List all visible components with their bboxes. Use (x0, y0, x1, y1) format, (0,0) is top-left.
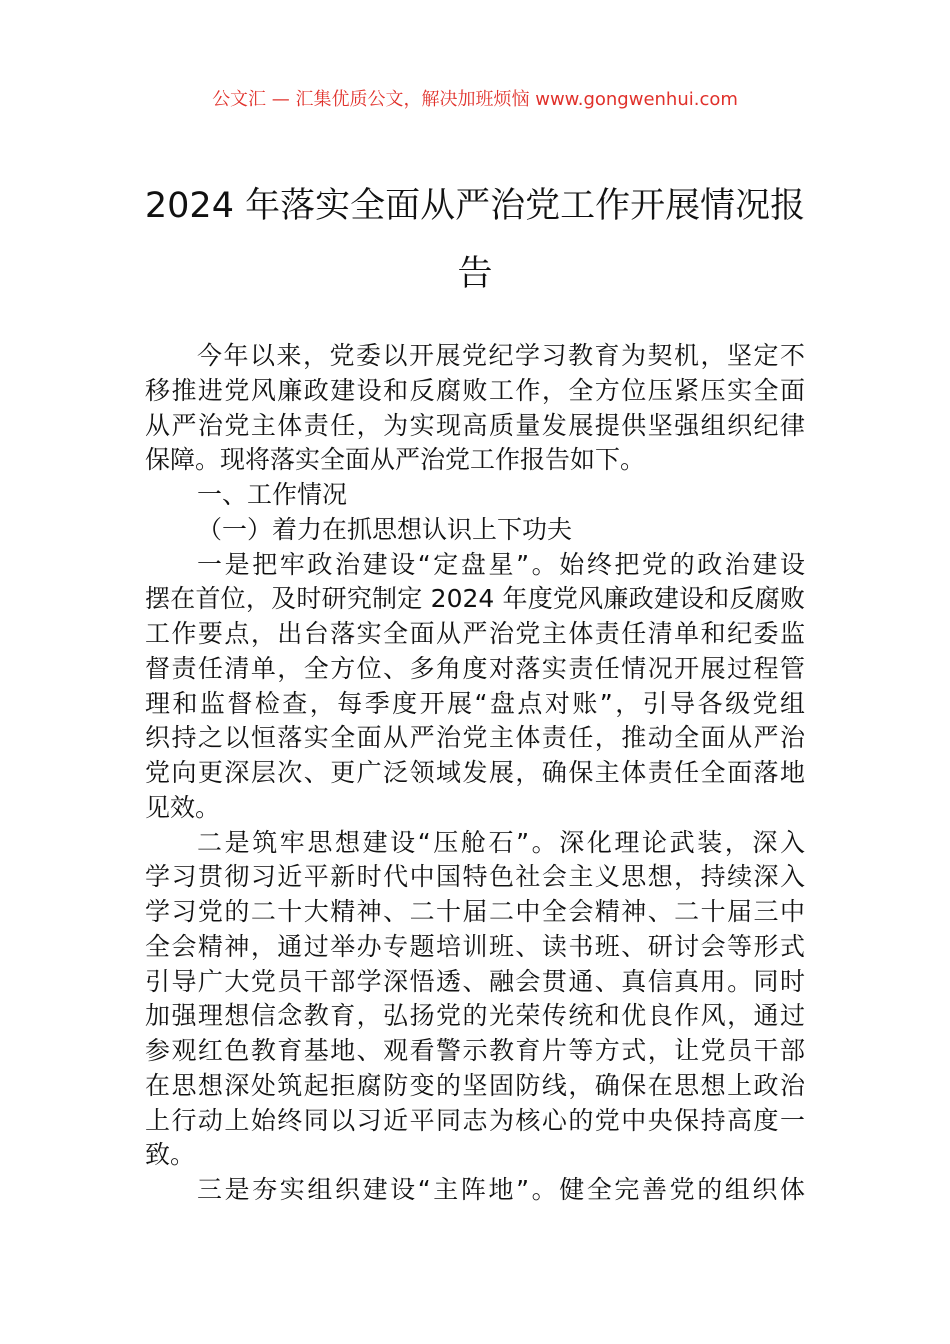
document-title-line-1: 2024 年落实全面从严治党工作开展情况报 (144, 186, 806, 226)
paragraph (145, 513, 805, 548)
paragraph-line: 参观红色教育基地、观看警示教育片等方式，让党员干部 (145, 1036, 805, 1065)
paragraph-line: 工作要点，出台落实全面从严治党主体责任清单和纪委监 (145, 619, 805, 648)
paragraph-line: 今年以来，党委以开展党纪学习教育为契机，坚定不 (197, 341, 805, 370)
paragraph (145, 478, 805, 513)
paragraph-line: 见效。 (145, 792, 221, 822)
paragraph-line: 督责任清单，全方位、多角度对落实责任情况开展过程管 (145, 653, 805, 683)
paragraph-line: 摆在首位，及时研究制定 2024 年度党风廉政建设和反腐败 (145, 584, 805, 614)
document-body (145, 339, 805, 1208)
paragraph-line: 移推进党风廉政建设和反腐败工作，全方位压紧压实全面 (145, 375, 805, 405)
paragraph-line: 一是把牢政治建设“定盘星”。始终把党的政治建设 (197, 549, 805, 579)
paragraph-line: 保障。现将落实全面从严治党工作报告如下。 (145, 445, 646, 475)
paragraph-line: 在思想深处筑起拒腐防变的坚固防线，确保在思想上政治 (145, 1070, 805, 1100)
paragraph-line: 上行动上始终同以习近平同志为核心的党中央保持高度一 (145, 1105, 805, 1135)
paragraph-line: 致。 (145, 1140, 196, 1170)
paragraph-line: 全会精神，通过举办专题培训班、读书班、研讨会等形式 (145, 931, 805, 961)
paragraph-line: 二是筑牢思想建设“压舱石”。深化理论武装，深入 (197, 827, 805, 857)
paragraph-line: 党向更深层次、更广泛领域发展，确保主体责任全面落地 (145, 758, 805, 787)
paragraph-line: 引导广大党员干部学深悟透、融会贯通、真信真用。同时 (145, 966, 805, 996)
paragraph (145, 1173, 805, 1208)
watermark-header: 公文汇 — 汇集优质公文，解决加班烦恼 www.gongwenhui.com (212, 89, 738, 110)
paragraph-line: （一）着力在抓思想认识上下功夫 (197, 514, 573, 544)
document-title-line-2: 告 (457, 254, 493, 294)
paragraph-line: 一、工作情况 (197, 480, 348, 509)
paragraph-line: 学习党的二十大精神、二十届二中全会精神、二十届三中 (145, 897, 805, 926)
paragraph-line: 三是夯实组织建设“主阵地”。健全完善党的组织体 (197, 1175, 805, 1204)
paragraph-line: 从严治党主体责任，为实现高质量发展提供坚强组织纪律 (145, 410, 805, 440)
paragraph-line: 加强理想信念教育，弘扬党的光荣传统和优良作风，通过 (145, 1001, 805, 1031)
paragraph-line: 学习贯彻习近平新时代中国特色社会主义思想，持续深入 (145, 862, 805, 892)
paragraph-line: 理和监督检查，每季度开展“盘点对账”，引导各级党组 (145, 688, 805, 718)
paragraph (145, 339, 805, 478)
paragraph (145, 826, 805, 1174)
paragraph (145, 548, 805, 826)
paragraph-line: 织持之以恒落实全面从严治党主体责任，推动全面从严治 (145, 723, 805, 753)
